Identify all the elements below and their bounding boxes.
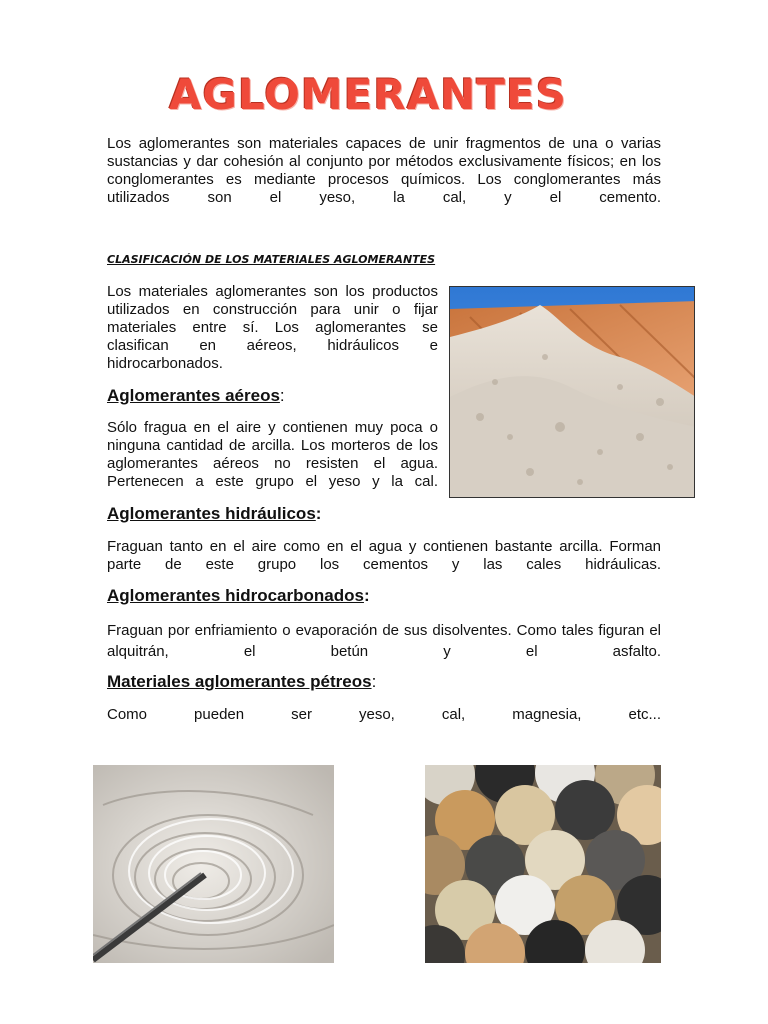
heading-petreos: Materiales aglomerantes pétreos: [107,672,377,691]
page-title: AGLOMERANTES [168,70,568,119]
hidraulicos-paragraph: Fraguan tanto en el aire como en el agua y contienen bastante arcilla. Forman parte de este grupo los cementos y las cales hidráulicas. [107,538,661,573]
heading-hidrocarbonados: Aglomerantes hidrocarbonados: [107,586,370,605]
aereos-paragraph: Sólo fragua en el aire y contienen muy poca o ninguna cantidad de arcilla. Los morteros de los aglomerantes aéreos no resisten el agua. Pertenecen a este grupo el yeso y la cal. [107,419,438,490]
petreos-paragraph: Como pueden ser yeso, cal, magnesia, etc... [107,706,661,723]
heading-aereos: Aglomerantes aéreos: [107,386,285,405]
intro-paragraph: Los aglomerantes son materiales capaces de unir fragmentos de una o varias sustancias y dar cohesión al conjunto por métodos exclusivamente físicos; en los conglomerantes es mediante procesos químicos. Los conglomerantes más utilizados son el yeso, la cal, y el cemento. [107,135,661,206]
mortar-mixing-image [93,765,334,963]
classification-subheading: CLASIFICACIÓN DE LOS MATERIALES AGLOMERANTES [107,253,436,266]
colored-sand-piles-photo [425,765,661,963]
lime-powder-photo [449,286,695,498]
lime-powder-image [450,287,695,498]
hidrocarbonados-paragraph: Fraguan por enfriamiento o evaporación de sus disolventes. Como tales figuran el alquitrán, el betún y el asfalto. [107,622,661,660]
sand-piles-image [425,765,661,963]
materiales-paragraph: Los materiales aglomerantes son los productos utilizados en construcción para unir o fijar materiales entre sí. Los aglomerantes se clasifican en aéreos, hidráulicos e hidrocarbonados. [107,283,438,372]
heading-hidraulicos: Aglomerantes hidráulicos: [107,504,322,523]
mortar-mixing-photo [93,765,334,963]
